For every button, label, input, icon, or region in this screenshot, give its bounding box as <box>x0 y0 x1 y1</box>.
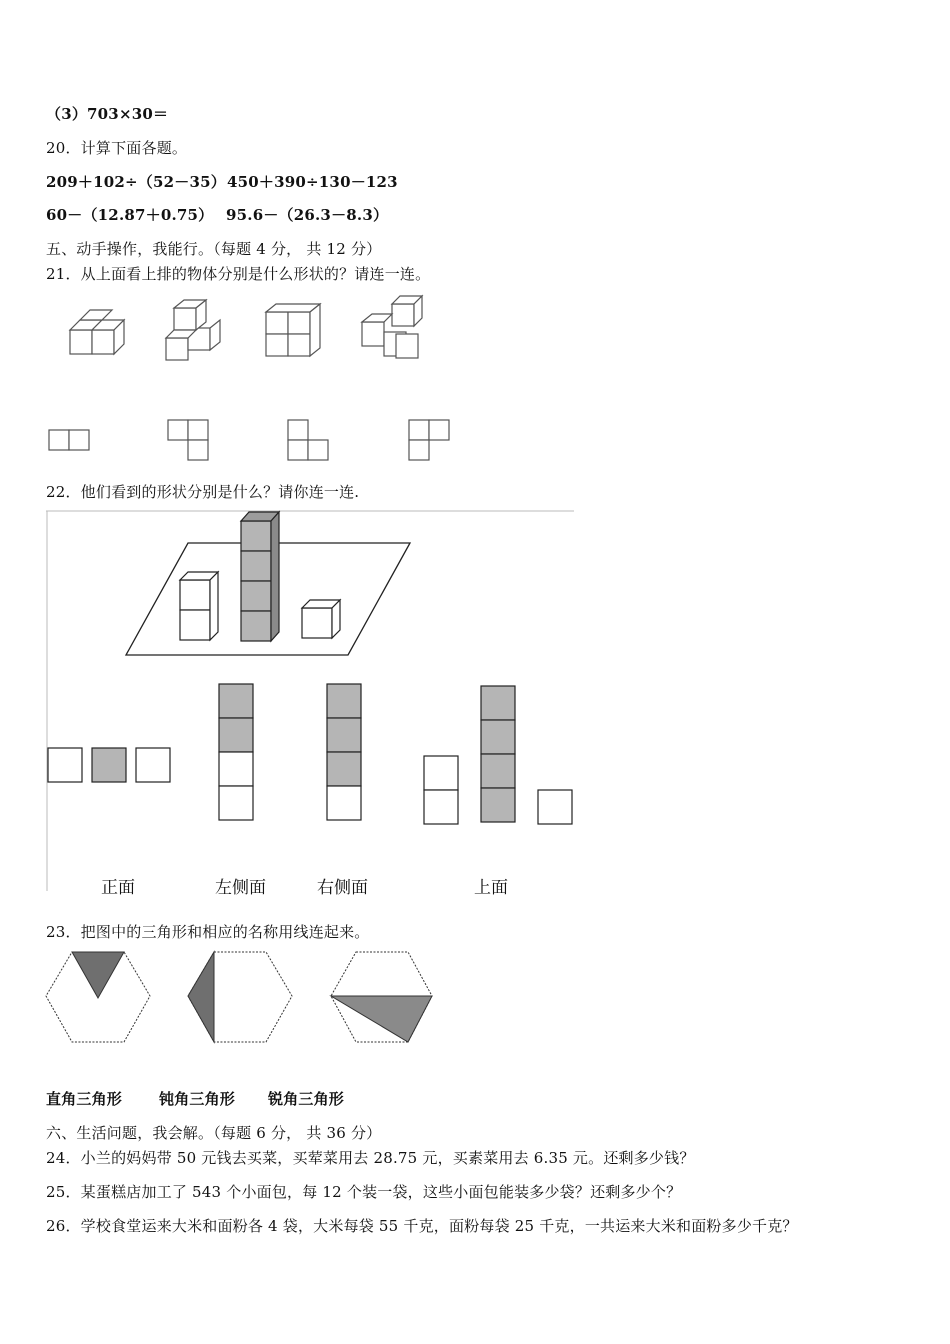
single-white-cube <box>302 600 340 638</box>
top-view-2 <box>168 420 208 460</box>
label-top-view: 上面 <box>474 878 508 898</box>
view-option-1 <box>48 748 170 782</box>
cube-group-4 <box>362 296 422 358</box>
view-option-2 <box>219 684 253 820</box>
triangle-right <box>188 952 214 1042</box>
q24-text: 24．小兰的妈妈带 50 元钱去买菜，买荤菜用去 28.75 元，买素菜用去 6.35 元。还剩多少钱？ <box>46 1149 695 1167</box>
q20-title: 20．计算下面各题。 <box>46 139 188 157</box>
stack-white-2 <box>180 572 218 640</box>
top-view-1 <box>49 430 89 450</box>
view-option-3 <box>327 684 361 820</box>
q22-figure <box>46 508 576 893</box>
q23-title: 23．把图中的三角形和相应的名称用线连起来。 <box>46 923 370 941</box>
q25-text: 25．某蛋糕店加工了 543 个小面包，每 12 个装一袋，这些小面包能装多少袋？还剩多少个？ <box>46 1183 682 1201</box>
q22-title: 22．他们看到的形状分别是什么？请你连一连. <box>46 483 360 501</box>
label-right-triangle: 直角三角形 <box>46 1090 123 1108</box>
label-right-view: 右侧面 <box>317 878 368 898</box>
q20-expr-d: 95.6－（26.3－8.3） <box>226 206 389 224</box>
q26-text: 26．学校食堂运来大米和面粉各 4 袋，大米每袋 55 千克，面粉每袋 25 千克，一共运来大米和面粉多少千克？ <box>46 1217 798 1235</box>
section-6-title: 六、生活问题，我会解。（每题 6 分， 共 36 分） <box>46 1124 382 1142</box>
q20-expr-a: 209＋102÷（52－35） <box>46 173 226 191</box>
label-front-view: 正面 <box>101 878 135 898</box>
q23-figure <box>46 950 436 1046</box>
section-5-title: 五、动手操作，我能行。（每题 4 分， 共 12 分） <box>46 240 382 258</box>
top-view-4 <box>409 420 449 460</box>
cube-group-1 <box>70 310 124 354</box>
top-view-3 <box>288 420 328 460</box>
q19-part3: （3）703×30＝ <box>46 105 169 123</box>
label-obtuse-triangle: 钝角三角形 <box>159 1090 236 1108</box>
label-left-view: 左侧面 <box>215 878 266 898</box>
view-option-4 <box>424 686 572 824</box>
q21-title: 21．从上面看上排的物体分别是什么形状的？请连一连。 <box>46 265 431 283</box>
q20-expr-b: 450＋390÷130－123 <box>227 173 398 191</box>
stack-gray-4 <box>241 512 279 641</box>
label-acute-triangle: 锐角三角形 <box>268 1090 345 1108</box>
q20-expr-c: 60－（12.87＋0.75） <box>46 206 214 224</box>
cube-group-2 <box>166 300 220 360</box>
cube-group-3 <box>266 304 320 356</box>
q21-figure <box>40 290 460 470</box>
